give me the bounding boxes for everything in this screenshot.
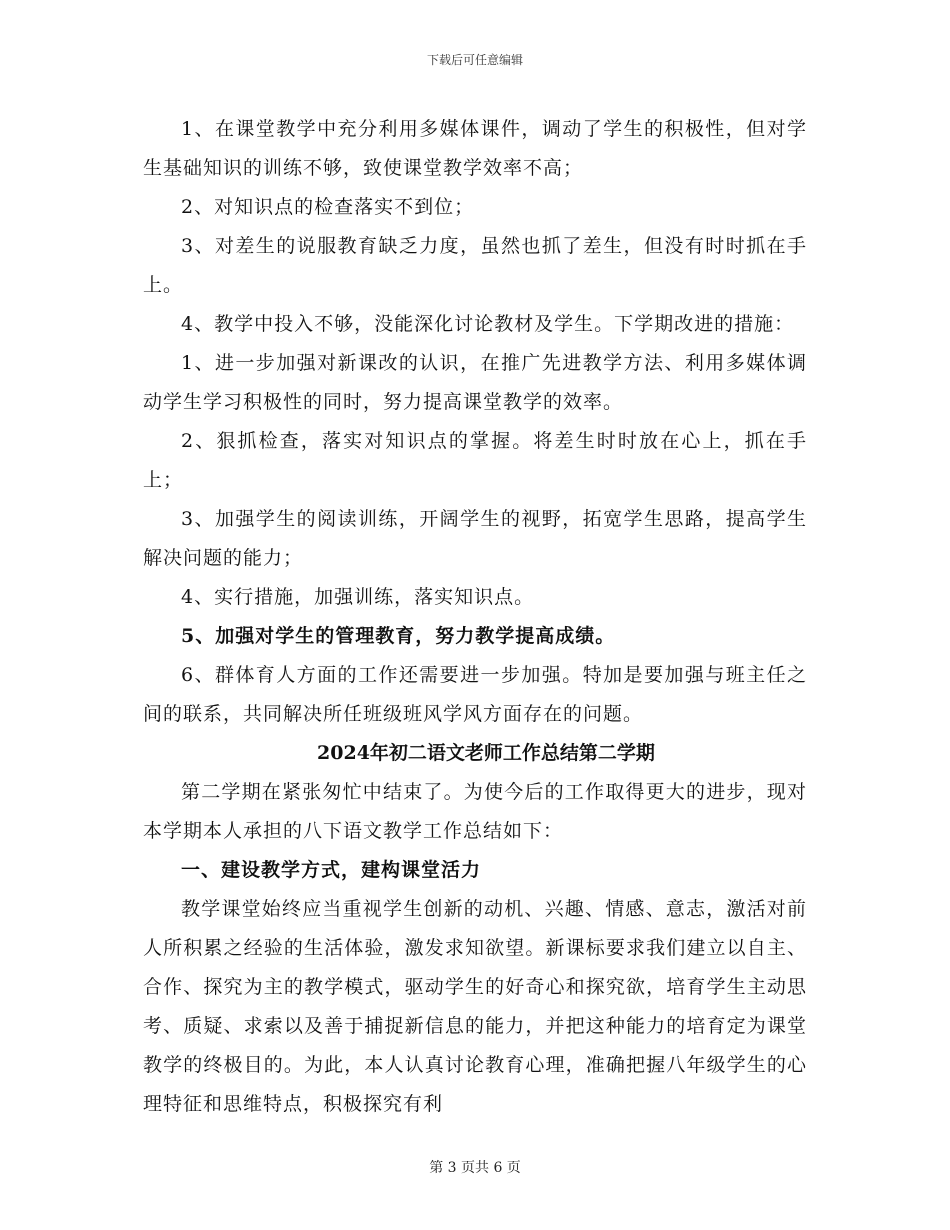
list-item: 2、对知识点的检查落实不到位； [181,196,475,218]
document-body [143,110,807,1124]
section-title: 2024年初二语文老师工作总结第二学期 [317,742,655,764]
subheading: 一、建设教学方式，建构课堂活力 [181,859,482,881]
page-header-note: 下载后可任意编辑 [426,53,523,67]
intro-paragraph: 第二学期在紧张匆忙中结束了。为使今后的工作取得更大的进步，现对本学期本人承担的八下语文教学工作总结如下： [143,781,807,842]
body-paragraph: 教学课堂始终应当重视学生创新的动机、兴趣、情感、意志，激活对前人所积累之经验的生活体验，激发求知欲望。新课标要求我们建立以自主、合作、探究为主的教学模式，驱动学生的好奇心和探究欲，培育学生主动思考、质疑、求索以及善于捕捉新信息的能力，并把这种能力的培育定为课堂教学的终极目的。为此，本人认真讨论教育心理，准确把握八年级学生的心理特征和思维特点，积极探究有利 [143,898,807,1115]
list-item: 4、教学中投入不够，没能深化讨论教材及学生。下学期改进的措施： [181,313,795,335]
list-item: 3、加强学生的阅读训练，开阔学生的视野，拓宽学生思路，提高学生解决问题的能力； [143,508,807,569]
list-item: 4、实行措施，加强训练，落实知识点。 [181,586,535,608]
list-item: 3、对差生的说服教育缺乏力度，虽然也抓了差生，但没有时时抓在手上。 [143,235,807,296]
list-item: 2、狠抓检查，落实对知识点的掌握。将差生时时放在心上，抓在手上； [143,430,807,491]
list-item: 1、在课堂教学中充分利用多媒体课件，调动了学生的积极性，但对学生基础知识的训练不够，致使课堂教学效率不高； [143,118,807,179]
list-item: 6、群体育人方面的工作还需要进一步加强。特加是要加强与班主任之间的联系，共同解决所任班级班风学风方面存在的问题。 [143,664,807,725]
page-number: 第 3 页共 6 页 [429,1160,521,1176]
list-item: 1、进一步加强对新课改的认识，在推广先进教学方法、利用多媒体调动学生学习积极性的同时，努力提高课堂教学的效率。 [143,352,807,413]
list-item-bold: 5、加强对学生的管理教育，努力教学提高成绩。 [181,625,616,647]
